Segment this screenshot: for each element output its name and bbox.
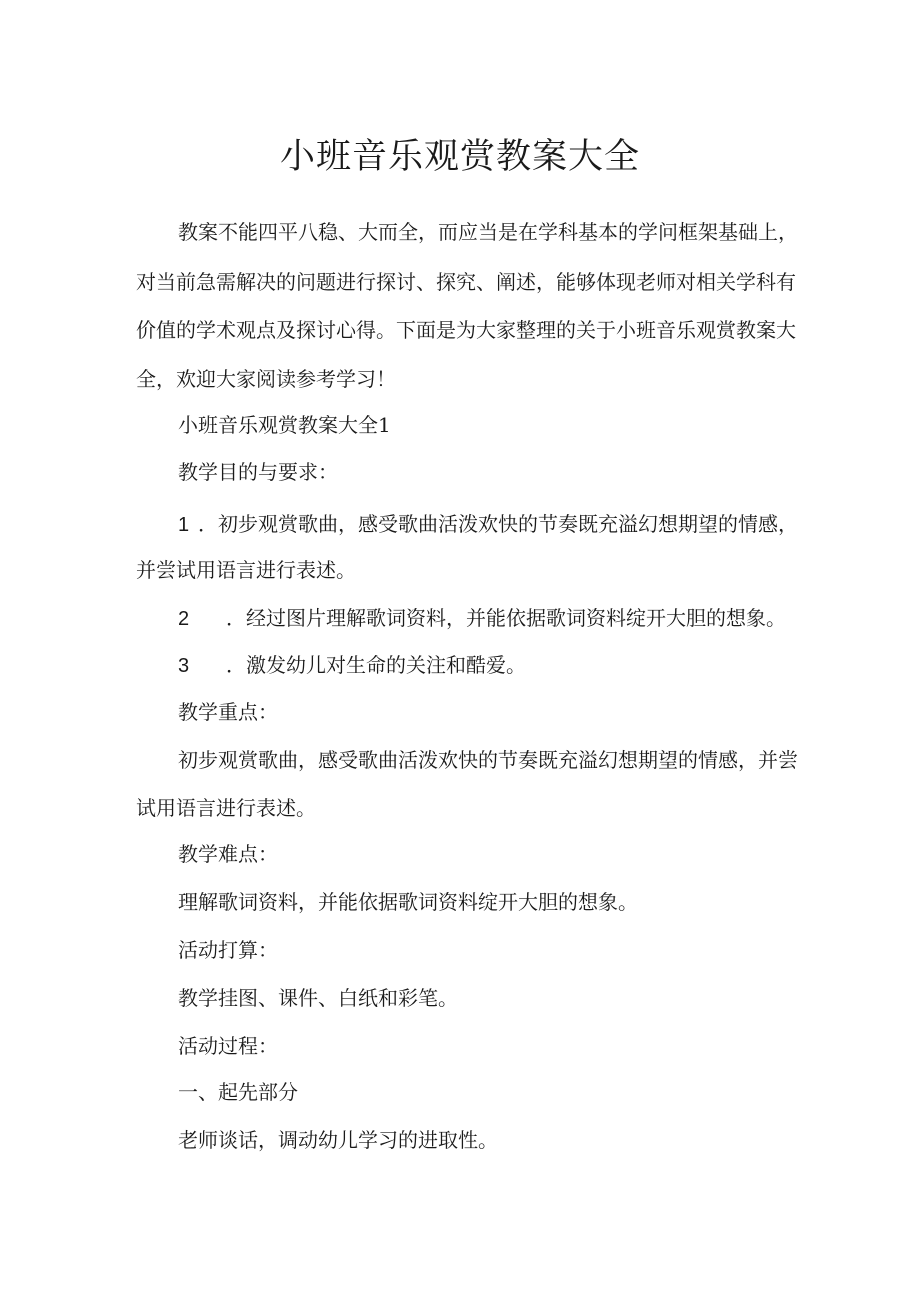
preparation-text: 教学挂图、课件、白纸和彩笔。 bbox=[178, 986, 458, 1010]
goal-2-number: 2 bbox=[178, 608, 190, 630]
goal-3-number: 3 bbox=[178, 655, 190, 677]
section-title: 小班音乐观赏教案大全1 bbox=[178, 413, 391, 437]
goal-1-number: 1 bbox=[178, 514, 190, 536]
part-1-text: 老师谈话，调动幼儿学习的进取性。 bbox=[178, 1128, 498, 1152]
key-point-line-1: 初步观赏歌曲，感受歌曲活泼欢快的节奏既充溢幻想期望的情感，并尝 bbox=[178, 748, 798, 772]
goal-3-text: ．激发幼儿对生命的关注和酷爱。 bbox=[226, 653, 526, 677]
goal-3 bbox=[178, 651, 526, 680]
goal-2 bbox=[178, 604, 786, 633]
goal-2-text: ．经过图片理解歌词资料，并能依据歌词资料绽开大胆的想象。 bbox=[226, 606, 786, 630]
goal-1 bbox=[178, 510, 798, 539]
goal-1-text: ．初步观赏歌曲，感受歌曲活泼欢快的节奏既充溢幻想期望的情感， bbox=[198, 512, 798, 536]
intro-line-2: 对当前急需解决的问题进行探讨、探究、阐述，能够体现老师对相关学科有 bbox=[136, 270, 796, 294]
preparation-heading: 活动打算： bbox=[178, 938, 278, 962]
difficulty-text: 理解歌词资料，并能依据歌词资料绽开大胆的想象。 bbox=[178, 890, 638, 914]
part-1-heading: 一、起先部分 bbox=[178, 1080, 298, 1104]
difficulty-heading: 教学难点： bbox=[178, 842, 278, 866]
intro-line-3: 价值的学术观点及探讨心得。下面是为大家整理的关于小班音乐观赏教案大 bbox=[136, 318, 796, 342]
key-point-heading: 教学重点： bbox=[178, 700, 278, 724]
process-heading: 活动过程： bbox=[178, 1034, 278, 1058]
key-point-line-2: 试用语言进行表述。 bbox=[136, 796, 316, 820]
document-title: 小班音乐观赏教案大全 bbox=[279, 137, 640, 177]
goal-1-continued: 并尝试用语言进行表述。 bbox=[136, 558, 356, 582]
goals-heading: 教学目的与要求： bbox=[178, 460, 338, 484]
intro-line-4: 全，欢迎大家阅读参考学习！ bbox=[136, 367, 396, 391]
intro-line-1: 教案不能四平八稳、大而全，而应当是在学科基本的学问框架基础上， bbox=[178, 220, 798, 244]
